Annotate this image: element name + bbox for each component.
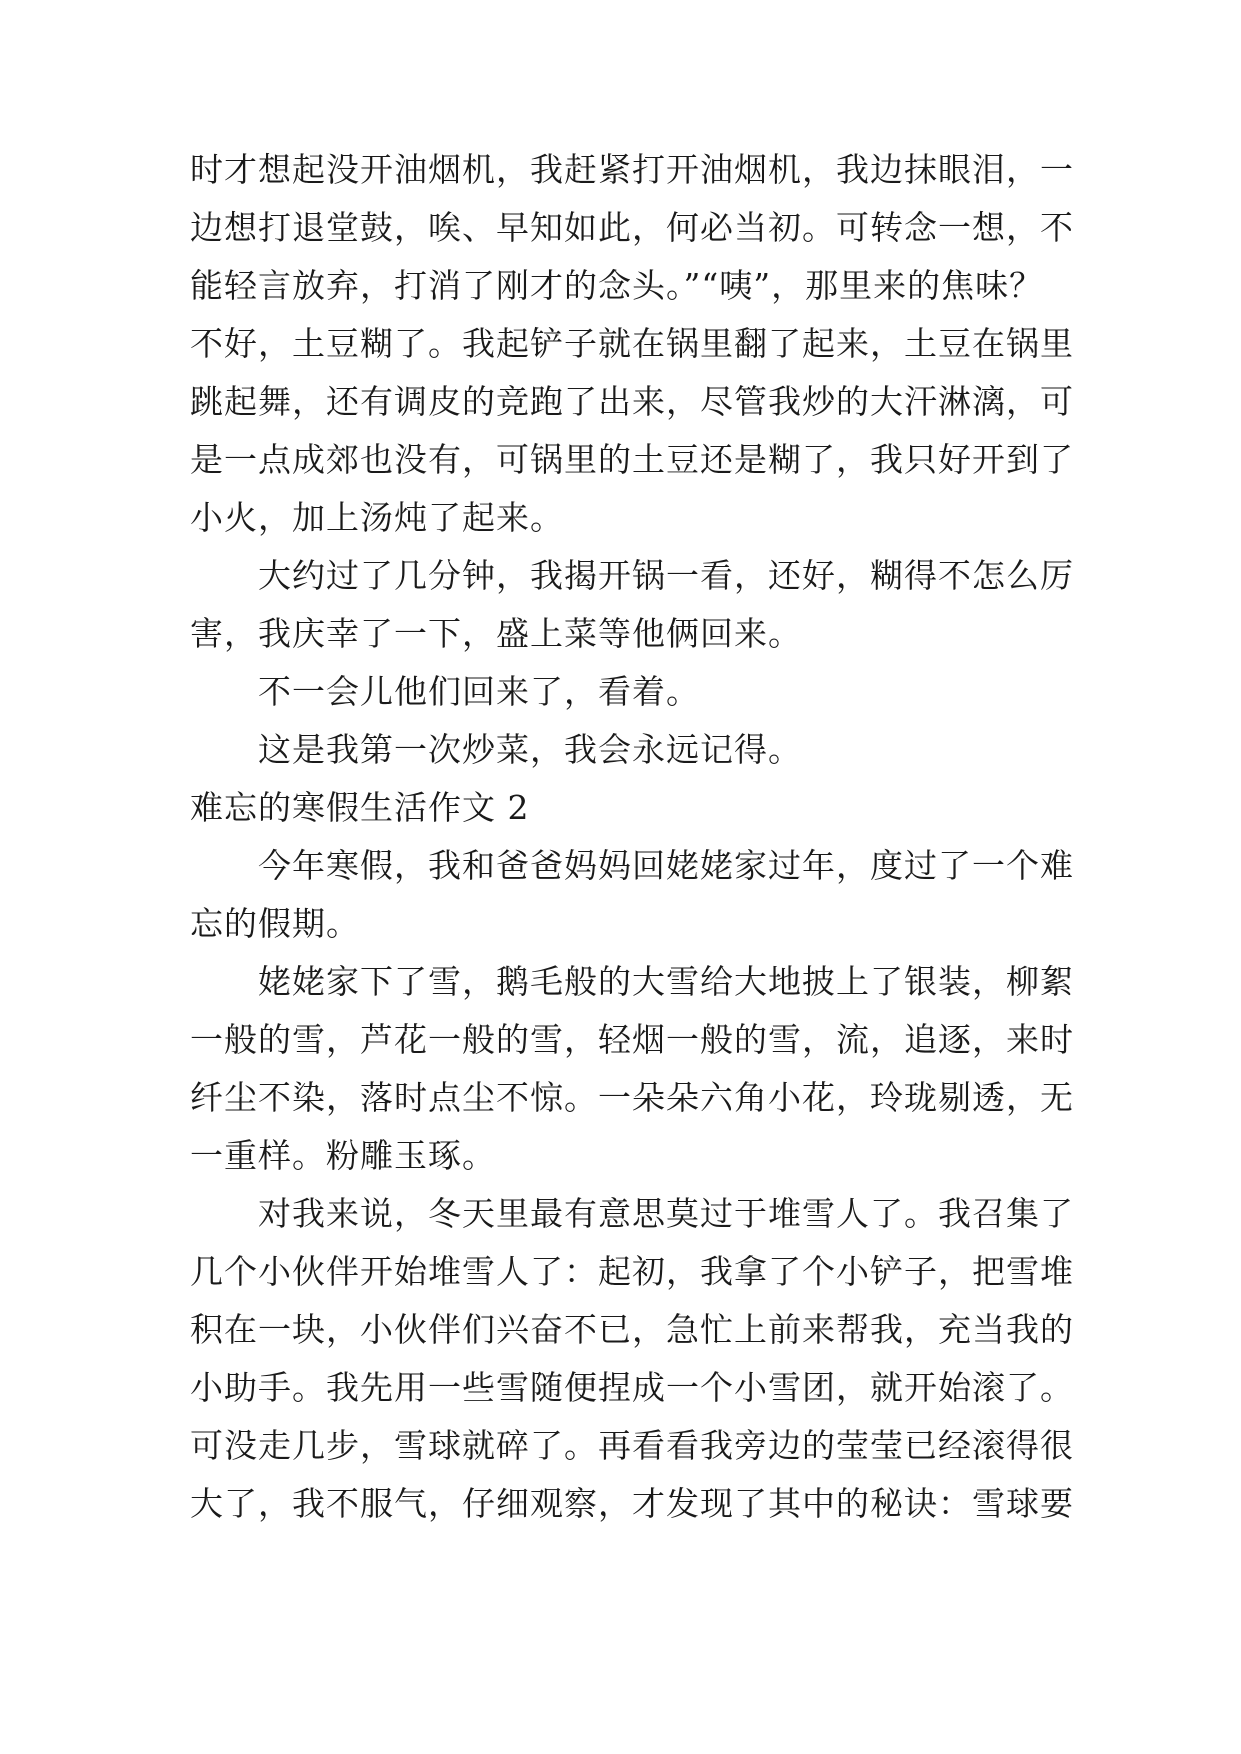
text-line: 一般的雪，芦花一般的雪，轻烟一般的雪，流，追逐，来时	[190, 1020, 1074, 1059]
paragraph-first-line: 这是我第一次炒菜，我会永远记得。	[258, 730, 802, 769]
text-line: 忘的假期。	[190, 904, 360, 943]
text-line: 边想打退堂鼓，唉、早知如此，何必当初。可转念一想，不	[190, 208, 1074, 247]
text-line: 纤尘不染，落时点尘不惊。一朵朵六角小花，玲珑剔透，无	[190, 1078, 1074, 1117]
paragraph-first-line: 不一会儿他们回来了，看着。	[258, 672, 700, 711]
text-line: 害，我庆幸了一下，盛上菜等他俩回来。	[190, 614, 802, 653]
text-line: 是一点成郊也没有，可锅里的土豆还是糊了，我只好开到了	[190, 440, 1074, 479]
text-line: 能轻言放弃，打消了刚才的念头。”“咦”，那里来的焦味？	[190, 266, 1044, 305]
text-line: 几个小伙伴开始堆雪人了：起初，我拿了个小铲子，把雪堆	[190, 1252, 1074, 1291]
text-line: 小火，加上汤炖了起来。	[190, 498, 564, 537]
section-title: 难忘的寒假生活作文 2	[190, 788, 530, 827]
text-line: 积在一块，小伙伴们兴奋不已，急忙上前来帮我，充当我的	[190, 1310, 1074, 1349]
paragraph-first-line: 对我来说，冬天里最有意思莫过于堆雪人了。我召集了	[258, 1194, 1074, 1233]
text-line: 可没走几步，雪球就碎了。再看看我旁边的莹莹已经滚得很	[190, 1426, 1074, 1465]
paragraph-first-line: 今年寒假，我和爸爸妈妈回姥姥家过年，度过了一个难	[258, 846, 1074, 885]
text-line: 时才想起没开油烟机，我赶紧打开油烟机，我边抹眼泪，一	[190, 150, 1074, 189]
paragraph-first-line: 姥姥家下了雪，鹅毛般的大雪给大地披上了银装，柳絮	[258, 962, 1074, 1001]
text-line: 一重样。粉雕玉琢。	[190, 1136, 496, 1175]
text-line: 小助手。我先用一些雪随便捏成一个小雪团，就开始滚了。	[190, 1368, 1074, 1407]
text-line: 大了，我不服气，仔细观察，才发现了其中的秘诀：雪球要	[190, 1484, 1074, 1523]
text-line: 跳起舞，还有调皮的竞跑了出来，尽管我炒的大汗淋漓，可	[190, 382, 1074, 421]
text-line: 不好，土豆糊了。我起铲子就在锅里翻了起来，土豆在锅里	[190, 324, 1074, 363]
paragraph-first-line: 大约过了几分钟，我揭开锅一看，还好，糊得不怎么厉	[258, 556, 1074, 595]
